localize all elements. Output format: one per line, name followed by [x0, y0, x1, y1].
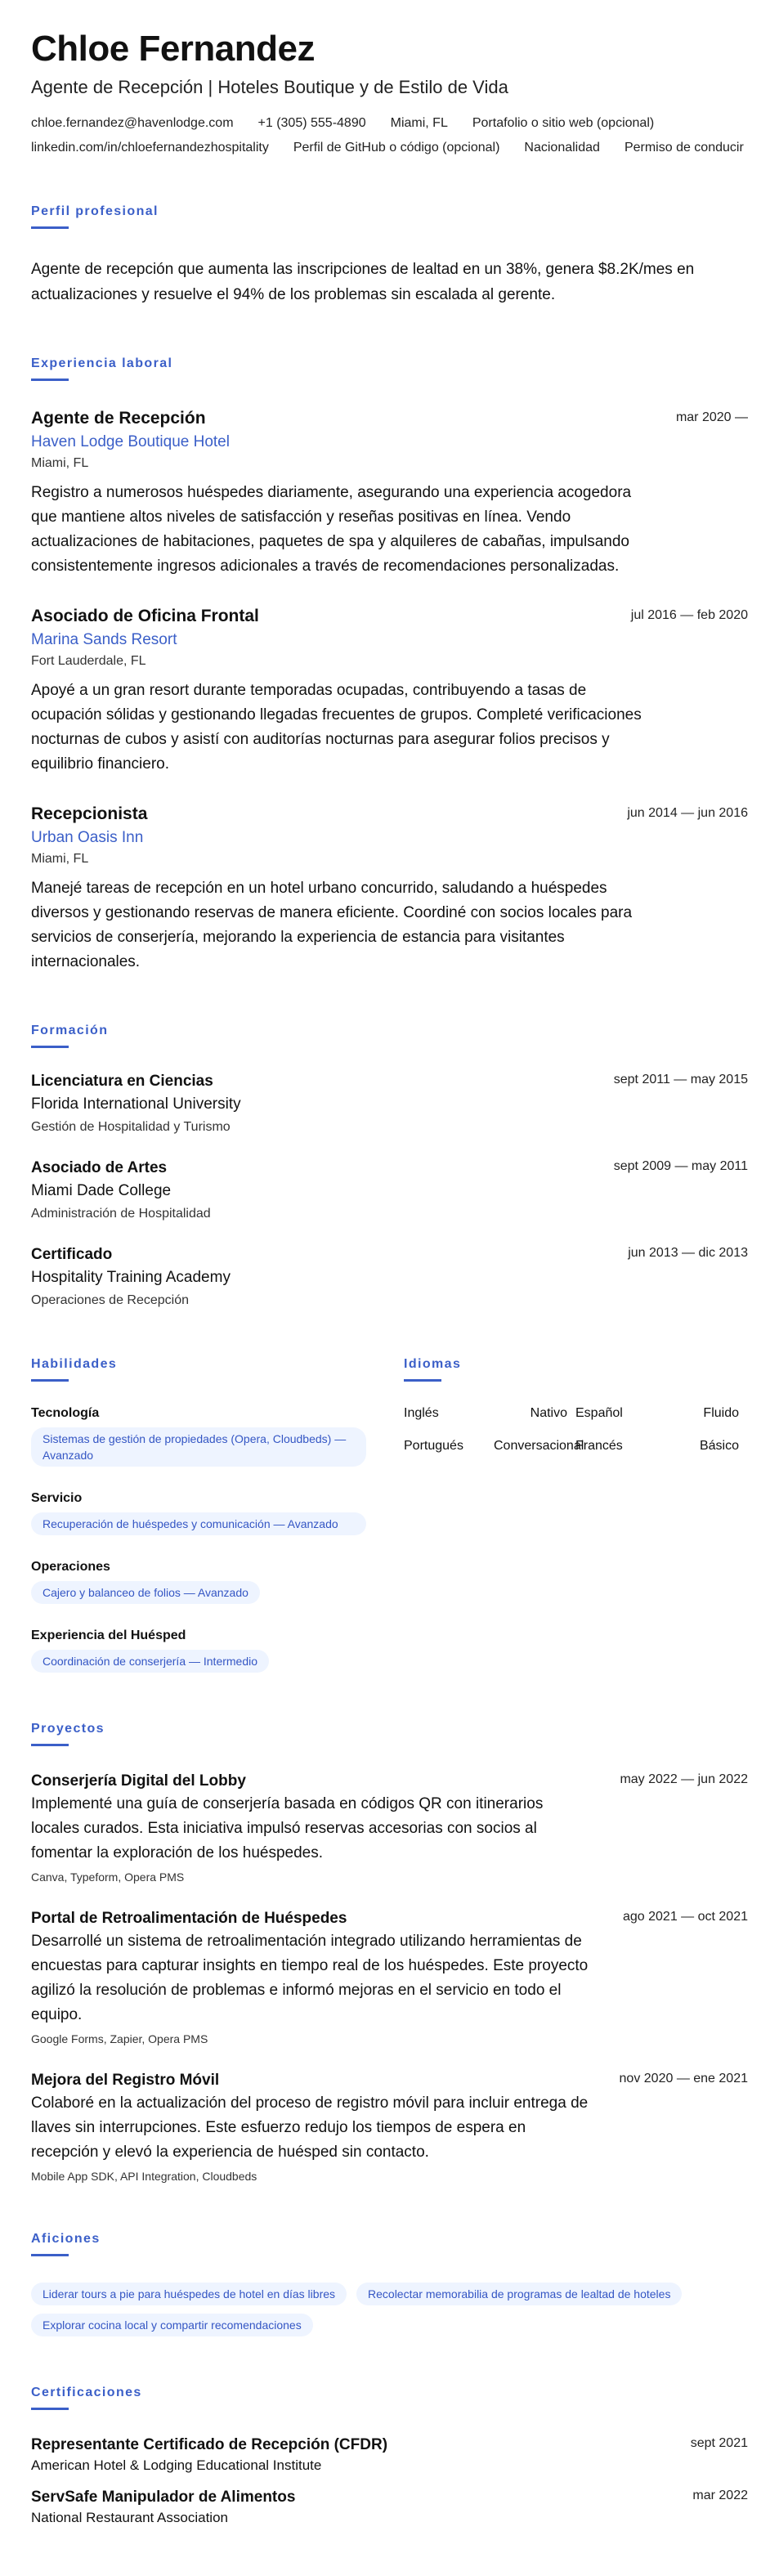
skill-category: Tecnología — [31, 1406, 100, 1421]
degree: Asociado de Artes — [31, 1159, 168, 1177]
job-description: Manejé tareas de recepción en un hotel urbano concurrido, saludando a huéspedes diversos y gestionando reservas de manera eficiente. Coordiné con socios locales para servicios de conserjería, mejorando la experiencia de estancia para visitantes internacionales. — [31, 880, 633, 971]
hobby-pill: Explorar cocina local y compartir recomendaciones — [31, 2314, 313, 2336]
project-entry — [31, 1910, 748, 2045]
certification-issuer: National Restaurant Association — [31, 2510, 228, 2526]
contact-license: Permiso de conducir — [624, 141, 744, 155]
job-title: Agente de Recepción — [31, 409, 206, 428]
section-divider — [31, 1379, 69, 1382]
hobby-list — [31, 2283, 748, 2336]
job-location: Fort Lauderdale, FL — [31, 654, 146, 669]
experience-section — [31, 356, 748, 974]
language-name: Inglés — [404, 1406, 439, 1421]
skill-pill: Coordinación de conserjería — Intermedio — [31, 1650, 269, 1673]
certification-date: mar 2022 — [692, 2489, 748, 2503]
language-list — [404, 1406, 748, 1454]
project-tools: Mobile App SDK, API Integration, Cloudbeds — [31, 2170, 257, 2184]
project-date: nov 2020 — ene 2021 — [619, 2072, 748, 2086]
certification-entry — [31, 2489, 748, 2526]
job-description: Registro a numerosos huéspedes diariamente, asegurando una experiencia acogedora que mantiene altos niveles de satisfacción y reseñas positivas en línea. Vendo actualizaciones de habitaciones, paquetes de spa y alquileres de cabañas, impulsando consistentemente ingresos adicionales a través de recomendaciones personalizadas. — [31, 484, 632, 576]
hobby-pill: Liderar tours a pie para huéspedes de hotel en días libres — [31, 2283, 347, 2305]
job-title: Recepcionista — [31, 804, 148, 824]
section-divider — [31, 2408, 69, 2410]
candidate-name: Chloe Fernandez — [31, 29, 315, 69]
projects-section — [31, 1722, 748, 2183]
skill-group — [31, 1628, 371, 1673]
certification-title: ServSafe Manipulador de Alimentos — [31, 2489, 296, 2507]
section-title: Aficiones — [31, 2232, 101, 2247]
project-title: Portal de Retroalimentación de Huéspedes — [31, 1910, 347, 1928]
section-title: Perfil profesional — [31, 204, 159, 219]
project-title: Mejora del Registro Móvil — [31, 2072, 220, 2090]
project-date: may 2022 — jun 2022 — [620, 1772, 748, 1787]
certifications-section — [31, 2386, 748, 2526]
education-entry — [31, 1073, 748, 1135]
certification-title: Representante Certificado de Recepción (CFDR) — [31, 2436, 388, 2454]
job-date: mar 2020 — — [675, 410, 748, 425]
project-date: ago 2021 — oct 2021 — [622, 1910, 748, 1924]
contact-linkedin[interactable]: linkedin.com/in/chloefernandezhospitality — [31, 141, 269, 155]
job-date: jun 2014 — jun 2016 — [627, 806, 748, 821]
job-date: jul 2016 — feb 2020 — [630, 608, 748, 623]
field-of-study: Operaciones de Recepción — [31, 1293, 190, 1308]
contact-list — [31, 116, 748, 155]
job-location: Miami, FL — [31, 852, 89, 867]
skill-group — [31, 1560, 371, 1604]
skill-category: Operaciones — [31, 1560, 110, 1575]
skill-category: Experiencia del Huésped — [31, 1628, 186, 1643]
field-of-study: Administración de Hospitalidad — [31, 1207, 211, 1221]
section-divider — [404, 1379, 441, 1382]
school: Florida International University — [31, 1095, 241, 1113]
job-entry — [31, 804, 748, 974]
languages-section — [404, 1357, 748, 1673]
language-name: Francés — [575, 1439, 623, 1454]
education-date: jun 2013 — dic 2013 — [628, 1246, 748, 1261]
project-tools: Google Forms, Zapier, Opera PMS — [31, 2032, 208, 2046]
job-description: Apoyé a un gran resort durante temporadas ocupadas, contribuyendo a tasas de ocupación sólidas y gestionando llegadas frecuentes de grupos. Completé verificaciones nocturnas de cubos y asistí con auditorías nocturnas para asegurar folios precisos y equilibrio financiero. — [31, 682, 642, 773]
section-title: Experiencia laboral — [31, 356, 173, 371]
project-description: Implementé una guía de conserjería basada en códigos QR con itinerarios locales curados. Esta iniciativa impulsó reservas accesorias con socios al fomentar la exploración de los huéspedes. — [31, 1795, 544, 1862]
headline: Agente de Recepción | Hoteles Boutique y de Estilo de Vida — [31, 77, 508, 98]
education-date: sept 2011 — may 2015 — [613, 1073, 748, 1087]
language-level: Básico — [699, 1439, 739, 1454]
contact-location: Miami, FL — [390, 116, 448, 131]
job-entry — [31, 409, 748, 579]
field-of-study: Gestión de Hospitalidad y Turismo — [31, 1120, 231, 1135]
skills-languages-row — [31, 1357, 748, 1673]
language-level: Nativo — [530, 1406, 567, 1421]
contact-nationality: Nacionalidad — [524, 141, 600, 155]
contact-github[interactable]: Perfil de GitHub o código (opcional) — [293, 141, 500, 155]
section-title: Proyectos — [31, 1722, 105, 1736]
certification-issuer: American Hotel & Lodging Educational Institute — [31, 2457, 322, 2474]
school: Miami Dade College — [31, 1182, 172, 1200]
job-entry — [31, 607, 748, 777]
skill-pill: Recuperación de huéspedes y comunicación — Avanzado — [31, 1512, 366, 1535]
project-description: Colaboré en la actualización del proceso de registro móvil para incluir entrega de llaves sin interrupciones. Este esfuerzo redujo los tiempos de espera en recepción y elevó la experiencia de huésped sin contacto. — [31, 2094, 589, 2162]
summary-section — [31, 204, 748, 307]
skill-group — [31, 1406, 371, 1467]
language-level: Fluido — [703, 1406, 739, 1421]
language-level: Conversacional — [494, 1439, 584, 1454]
job-company: Urban Oasis Inn — [31, 829, 144, 847]
section-divider — [31, 2254, 69, 2256]
contact-portfolio[interactable]: Portafolio o sitio web (opcional) — [472, 116, 655, 131]
hobbies-section — [31, 2232, 748, 2336]
education-entry — [31, 1246, 748, 1308]
education-section — [31, 1024, 748, 1308]
section-title: Certificaciones — [31, 2386, 142, 2400]
section-divider — [31, 1744, 69, 1746]
project-tools: Canva, Typeform, Opera PMS — [31, 1870, 185, 1884]
skill-pill: Sistemas de gestión de propiedades (Opera, Cloudbeds) — Avanzado — [31, 1427, 366, 1467]
contact-phone[interactable]: +1 (305) 555-4890 — [257, 116, 366, 131]
project-entry — [31, 1772, 748, 1884]
skill-group — [31, 1491, 371, 1535]
section-title: Idiomas — [404, 1357, 462, 1372]
job-title: Asociado de Oficina Frontal — [31, 607, 259, 626]
job-company: Haven Lodge Boutique Hotel — [31, 433, 230, 451]
certification-entry — [31, 2436, 748, 2474]
section-divider — [31, 1046, 69, 1048]
section-title: Habilidades — [31, 1357, 118, 1372]
school: Hospitality Training Academy — [31, 1269, 231, 1287]
hobby-pill: Recolectar memorabilia de programas de lealtad de hoteles — [356, 2283, 682, 2305]
project-entry — [31, 2072, 748, 2183]
language-name: Español — [575, 1406, 623, 1421]
education-entry — [31, 1159, 748, 1221]
job-company: Marina Sands Resort — [31, 631, 177, 649]
project-title: Conserjería Digital del Lobby — [31, 1772, 246, 1790]
certification-date: sept 2021 — [690, 2436, 748, 2451]
section-divider — [31, 226, 69, 229]
job-location: Miami, FL — [31, 456, 89, 471]
section-title: Formación — [31, 1024, 109, 1038]
contact-email[interactable]: chloe.fernandez@havenlodge.com — [31, 116, 234, 131]
language-name: Portugués — [404, 1439, 463, 1454]
education-date: sept 2009 — may 2011 — [613, 1159, 748, 1174]
skill-category: Servicio — [31, 1491, 83, 1506]
degree: Certificado — [31, 1246, 113, 1264]
skill-pill: Cajero y balanceo de folios — Avanzado — [31, 1581, 260, 1604]
degree: Licenciatura en Ciencias — [31, 1073, 213, 1091]
skills-section — [31, 1357, 371, 1673]
summary-text: Agente de recepción que aumenta las inscripciones de lealtad en un 38%, genera $8.2K/mes en actualizaciones y resuelve el 94% de los problemas sin escalada al gerente. — [31, 261, 695, 304]
section-divider — [31, 379, 69, 381]
project-description: Desarrollé un sistema de retroalimentación integrado utilizando herramientas de encuestas para capturar insights en tiempo real de los huéspedes. Este proyecto agilizó la resolución de problemas e informó mejoras en el servicio en todo el equipo. — [31, 1933, 589, 2024]
